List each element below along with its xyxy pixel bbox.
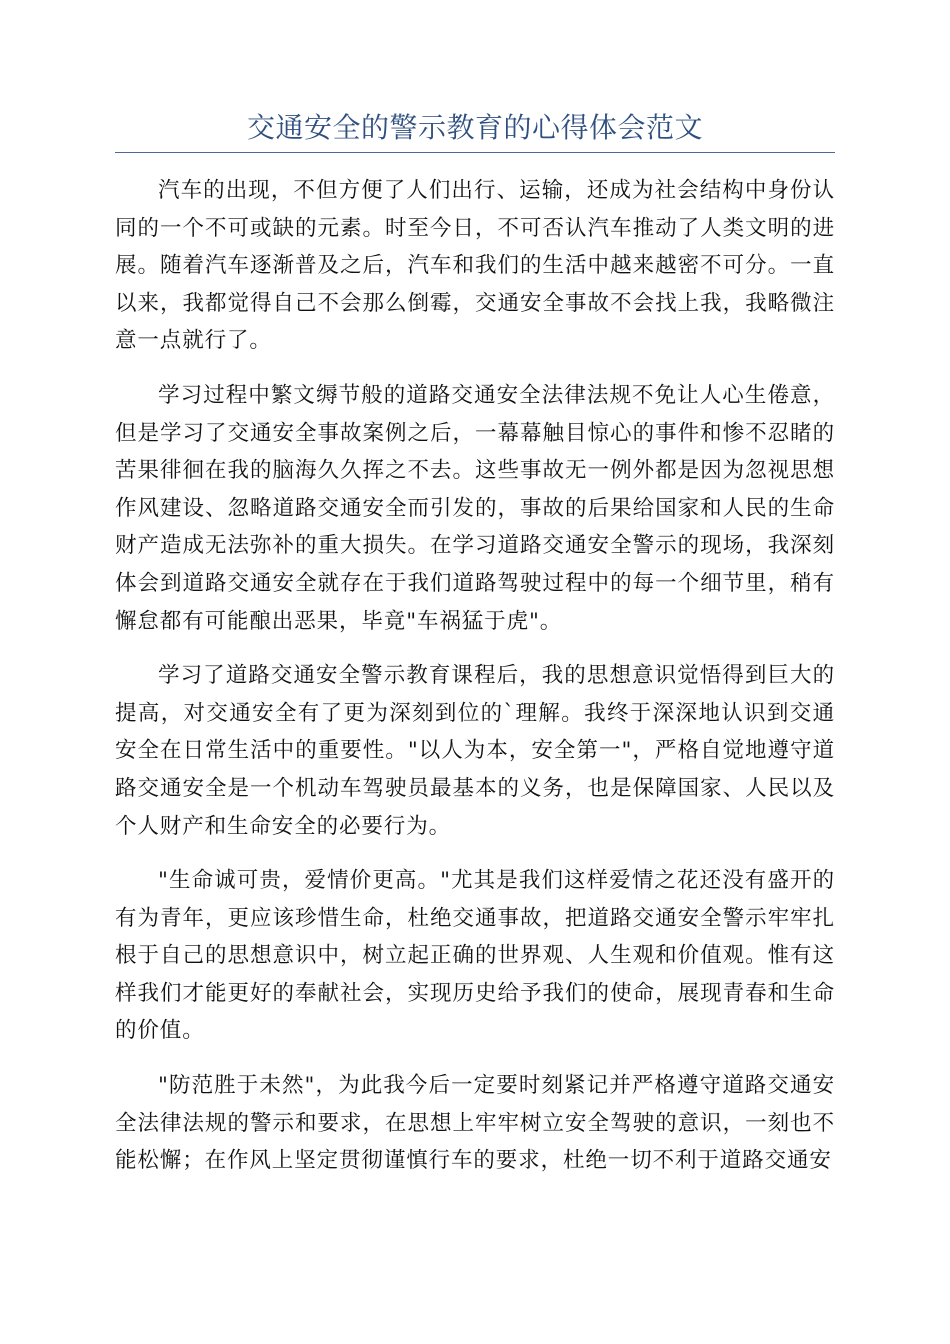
document-body <box>115 172 835 1197</box>
title-block <box>115 108 835 153</box>
paragraph-1: 汽车的出现，不但方便了人们出行、运输，还成为社会结构中身份认同的一个不可或缺的元素。时至今日，不可否认汽车推动了人类文明的进展。随着汽车逐渐普及之后，汽车和我们的生活中越来越密不可分。一直以来，我都觉得自己不会那么倒霉，交通安全事故不会找上我，我略微注意一点就行了。 <box>115 178 835 354</box>
document-title: 交通安全的警示教育的心得体会范文 <box>246 111 703 144</box>
paragraph-4: "生命诚可贵，爱情价更高。"尤其是我们这样爱情之花还没有盛开的有为青年，更应该珍惜生命，杜绝交通事故，把道路交通安全警示牢牢扎根于自己的思想意识中，树立起正确的世界观、人生观和价值观。惟有这样我们才能更好的奉献社会，实现历史给予我们的使命，展现青春和生命的价值。 <box>115 868 835 1044</box>
paragraph-5: "防范胜于未然"，为此我今后一定要时刻紧记并严格遵守道路交通安全法律法规的警示和要求，在思想上牢牢树立安全驾驶的意识，一刻也不能松懈；在作风上坚定贯彻谨慎行车的要求，杜绝一切不利于道路交通安 <box>115 1073 835 1174</box>
paragraph-3: 学习了道路交通安全警示教育课程后，我的思想意识觉悟得到巨大的提高，对交通安全有了更为深刻到位的`理解。我终于深深地认识到交通安全在日常生活中的重要性。"以人为本，安全第一"，严格自觉地遵守道路交通安全是一个机动车驾驶员最基本的义务，也是保障国家、人民以及个人财产和生命安全的必要行为。 <box>115 663 835 839</box>
paragraph-2: 学习过程中繁文缛节般的道路交通安全法律法规不免让人心生倦意，但是学习了交通安全事故案例之后，一幕幕触目惊心的事件和惨不忍睹的苦果徘徊在我的脑海久久挥之不去。这些事故无一例外都是因为忽视思想作风建设、忽略道路交通安全而引发的，事故的后果给国家和人民的生命财产造成无法弥补的重大损失。在学习道路交通安全警示的现场，我深刻体会到道路交通安全就存在于我们道路驾驶过程中的每一个细节里，稍有懈怠都有可能酿出恶果，毕竟"车祸猛于虎"。 <box>115 382 835 634</box>
